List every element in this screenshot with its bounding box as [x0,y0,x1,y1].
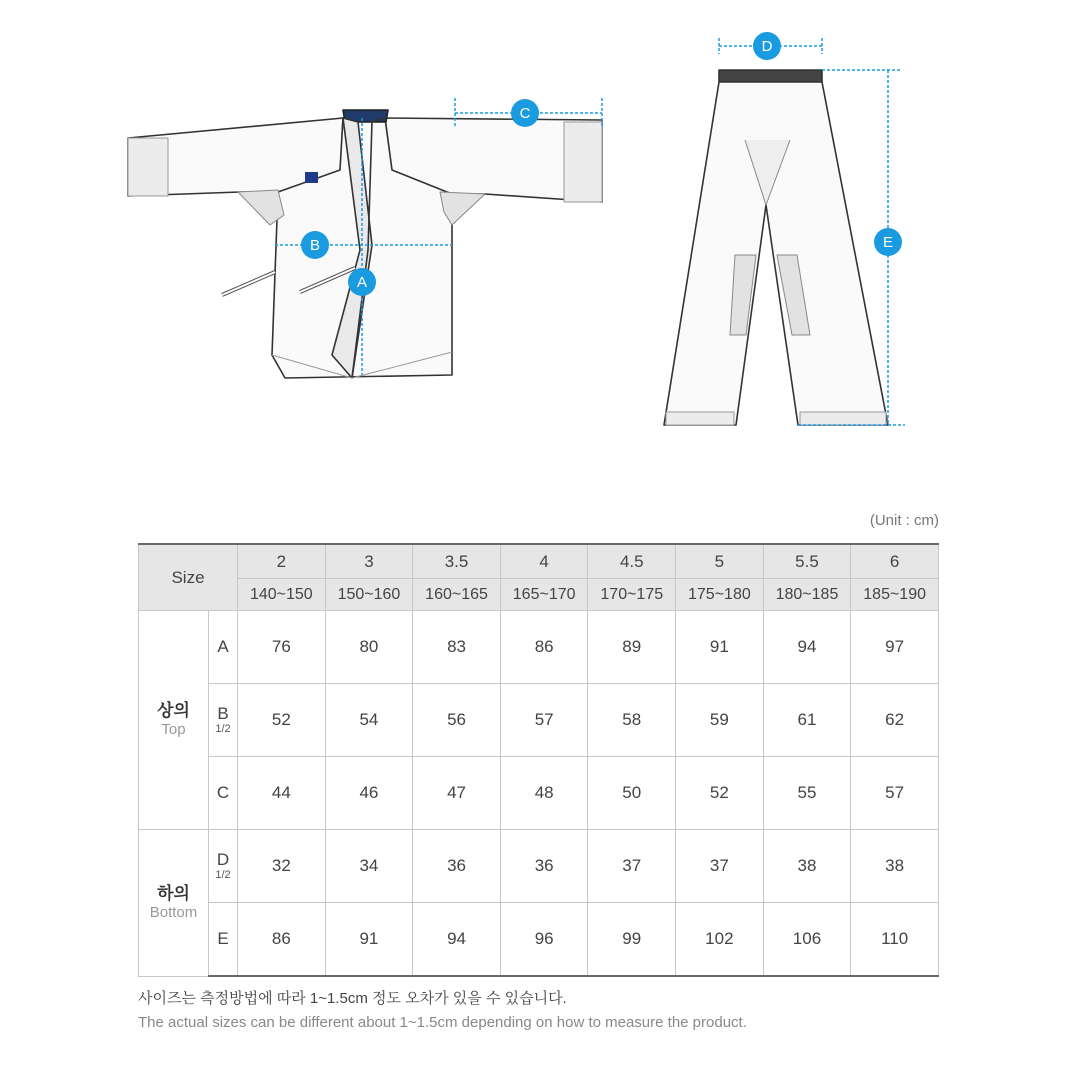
group-bottom [139,830,209,977]
value-cell: 44 [238,757,326,830]
value-cell: 86 [500,611,588,684]
row-label: A [209,611,238,684]
value-cell: 57 [500,684,588,757]
value-cell: 106 [763,903,851,977]
height-cell: 170~175 [588,579,676,611]
value-cell: 94 [413,903,501,977]
jacket-drawing [128,110,602,378]
row-label: E [209,903,238,977]
size-cell: 6 [851,544,939,579]
value-cell: 57 [851,757,939,830]
group-bottom-en: Bottom [149,903,198,921]
value-cell: 86 [238,903,326,977]
size-cell: 4 [500,544,588,579]
value-cell: 36 [413,830,501,903]
group-top [139,611,209,830]
value-cell: 59 [676,684,764,757]
height-header-row [139,579,939,611]
group-top-en: Top [161,721,186,739]
value-cell: 89 [588,611,676,684]
size-chart-table [138,543,939,977]
marker-c [511,99,539,127]
height-cell: 180~185 [763,579,851,611]
value-cell: 55 [763,757,851,830]
value-cell: 99 [588,903,676,977]
height-cell: 185~190 [851,579,939,611]
svg-text:B: B [309,237,321,254]
marker-e [874,228,902,256]
svg-text:E: E [882,234,894,251]
marker-b [301,231,329,259]
svg-text:D: D [761,38,773,55]
value-cell: 54 [325,684,413,757]
value-cell: 52 [676,757,764,830]
value-cell: 91 [676,611,764,684]
value-cell: 34 [325,830,413,903]
value-cell: 91 [325,903,413,977]
row-label-sub: 1/2 [215,869,231,882]
value-cell: 48 [500,757,588,830]
value-cell: 47 [413,757,501,830]
value-cell: 96 [500,903,588,977]
table-row-b [139,684,939,757]
value-cell: 110 [851,903,939,977]
value-cell: 32 [238,830,326,903]
group-bottom-ko: 하의 [157,883,190,903]
value-cell: 97 [851,611,939,684]
row-label-sub: 1/2 [215,723,231,736]
value-cell: 76 [238,611,326,684]
height-cell: 165~170 [500,579,588,611]
value-cell: 62 [851,684,939,757]
size-header-row [139,544,939,579]
size-cell: 4.5 [588,544,676,579]
value-cell: 46 [325,757,413,830]
measurement-diagram [0,0,1080,470]
value-cell: 61 [763,684,851,757]
note-english: The actual sizes can be different about 1~1.5cm depending on how to measure the product. [138,1014,747,1031]
value-cell: 56 [413,684,501,757]
value-cell: 37 [676,830,764,903]
value-cell: 38 [763,830,851,903]
svg-text:A: A [356,274,368,291]
table-row-c [139,757,939,830]
size-cell: 3.5 [413,544,501,579]
value-cell: 83 [413,611,501,684]
value-cell: 94 [763,611,851,684]
row-label: B 1/2 [209,684,238,757]
marker-a [348,268,376,296]
size-cell: 2 [238,544,326,579]
size-header: Size [139,544,238,611]
value-cell: 58 [588,684,676,757]
row-label: D 1/2 [209,830,238,903]
size-cell: 5 [676,544,764,579]
height-cell: 175~180 [676,579,764,611]
row-label: C [209,757,238,830]
group-top-ko: 상의 [157,700,190,720]
value-cell: 80 [325,611,413,684]
brand-logo [305,172,318,183]
value-cell: 102 [676,903,764,977]
size-cell: 3 [325,544,413,579]
marker-d [753,32,781,60]
size-cell: 5.5 [763,544,851,579]
table-row-e [139,903,939,977]
table-row-a [139,611,939,684]
height-cell: 140~150 [238,579,326,611]
value-cell: 38 [851,830,939,903]
table-row-d [139,830,939,903]
unit-label: (Unit : cm) [869,512,939,529]
value-cell: 37 [588,830,676,903]
value-cell: 36 [500,830,588,903]
note-korean: 사이즈는 측정방법에 따라 1~1.5cm 정도 오차가 있을 수 있습니다. [138,990,567,1007]
svg-text:C: C [519,105,531,122]
value-cell: 50 [588,757,676,830]
height-cell: 150~160 [325,579,413,611]
value-cell: 52 [238,684,326,757]
height-cell: 160~165 [413,579,501,611]
pants-drawing [664,70,888,425]
